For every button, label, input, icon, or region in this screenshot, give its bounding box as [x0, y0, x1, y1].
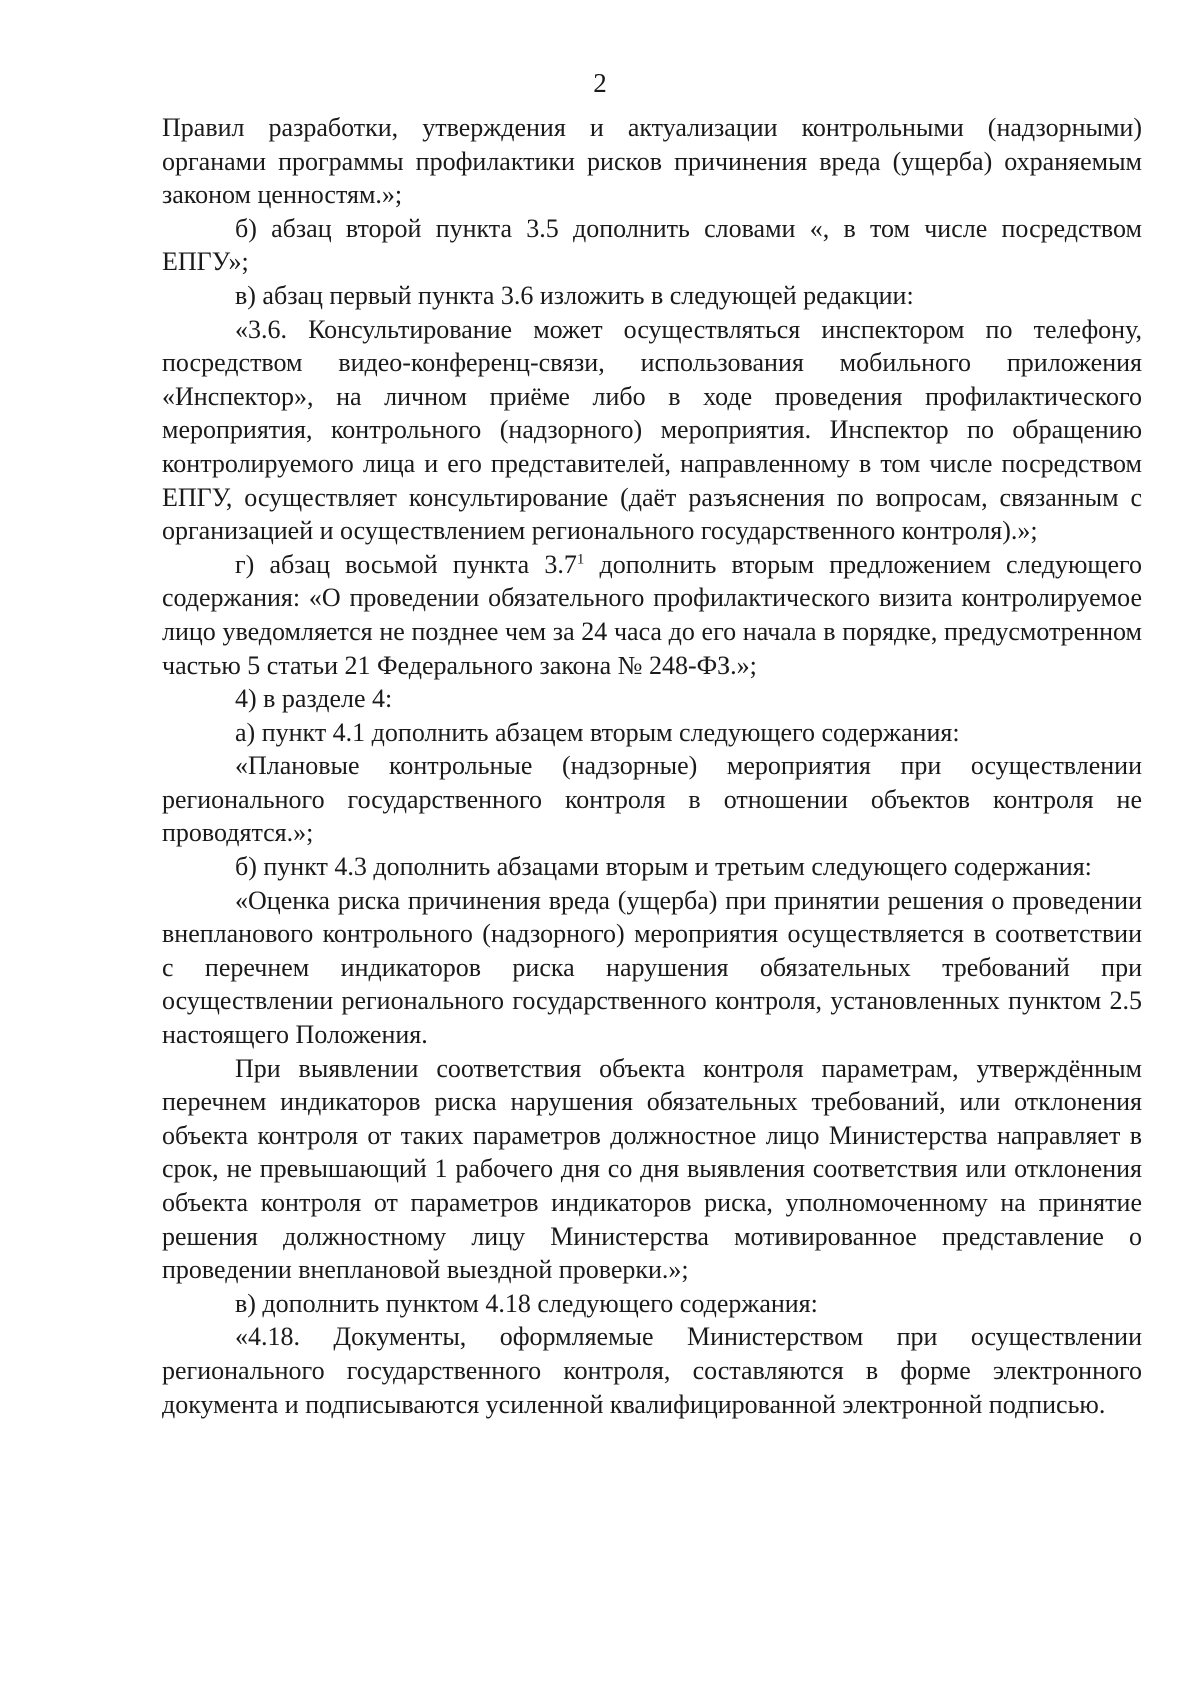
superscript-1: 1 [576, 551, 585, 568]
paragraph-quote-3-6: «3.6. Консультирование может осуществляться инспектором по телефону, посредством видео-конференц-связи, использования мобильного приложения «Инспектор», на личном приёме либо в ходе проведения профилактического мероприятия, контрольного (надзорного) мероприятия. Инспектор по обращению контролируемого лица и его представителей, направленному в том числе посредством ЕПГУ, осуществляет консультирование (даёт разъяснения по вопросам, связанным с организацией и осуществлением регионального государственного контроля).»; [162, 314, 1142, 546]
paragraph-item-b-3-5: б) абзац второй пункта 3.5 дополнить словами «, в том числе посредством ЕПГУ»; [162, 213, 1142, 277]
paragraph-quote-4-3-risk: «Оценка риска причинения вреда (ущерба) при принятии решения о проведении внепланового контрольного (надзорного) мероприятия осуществляется в соответствии с перечнем индикаторов риска нарушения обязательных требований при осуществлении регионального государственного контроля, установленных пунктом 2.5 настоящего Положения. [162, 885, 1142, 1050]
paragraph-item-b-4-3: б) пункт 4.3 дополнить абзацами вторым и третьим следующего содержания: [235, 852, 1092, 882]
paragraph-item-a-4-1: а) пункт 4.1 дополнить абзацем вторым следующего содержания: [235, 717, 960, 747]
document-body [162, 111, 1142, 1421]
page-number: 2 [593, 68, 607, 98]
paragraph-continuation: Правил разработки, утверждения и актуализации контрольными (надзорными) органами программы профилактики рисков причинения вреда (ущерба) охраняемым законом ценностям.»; [162, 113, 1142, 210]
paragraph-quote-4-1: «Плановые контрольные (надзорные) мероприятия при осуществлении регионального государственного контроля в отношении объектов контроля не проводятся.»; [162, 751, 1142, 848]
paragraph-item-g-3-7 [162, 548, 1142, 682]
paragraph-item-g-start: г) абзац восьмой пункта 3.7 [235, 549, 577, 579]
paragraph-quote-4-3-indicators: При выявлении соответствия объекта контроля параметрам, утверждённым перечнем индикаторов риска нарушения обязательных требований, или отклонения объекта контроля от таких параметров должностное лицо Министерства направляет в срок, не превышающий 1 рабочего дня со дня выявления соответствия или отклонения объекта контроля от параметров индикаторов риска, уполномоченному на принятие решения должностному лицу Министерства мотивированное представление о проведении внеплановой выездной проверки.»; [162, 1053, 1142, 1285]
paragraph-item-v-3-6: в) абзац первый пункта 3.6 изложить в следующей редакции: [235, 280, 914, 310]
paragraph-item-v-4-18: в) дополнить пунктом 4.18 следующего содержания: [235, 1288, 818, 1318]
paragraph-quote-4-18: «4.18. Документы, оформляемые Министерством при осуществлении регионального государственного контроля, составляются в форме электронного документа и подписываются усиленной квалифицированной электронной подписью. [162, 1322, 1142, 1419]
paragraph-section-4: 4) в разделе 4: [235, 684, 393, 714]
paragraph-item-g-end: дополнить вторым предложением следующего содержания: «О проведении обязательного профилактического визита контролируемое лицо уведомляется не позднее чем за 24 часа до его начала в порядке, предусмотренном частью 5 статьи 21 Федерального закона № 248-ФЗ.»; [162, 549, 1142, 680]
